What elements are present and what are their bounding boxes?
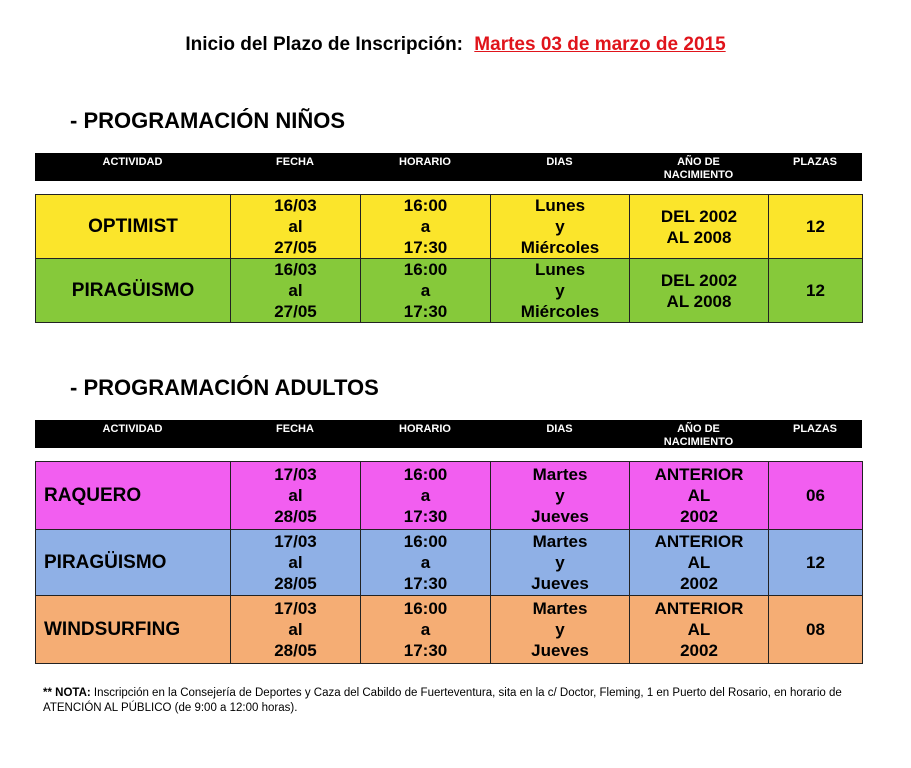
registration-start-line — [0, 34, 911, 56]
date-cell: 16/03 al 27/05 — [231, 259, 361, 323]
activity-cell: PIRAGÜISMO — [36, 530, 231, 596]
registration-start-date: Martes 03 de marzo de 2015 — [474, 34, 726, 55]
birth-year-cell: DEL 2002 AL 2008 — [630, 195, 769, 259]
section-title-adultos: - PROGRAMACIÓN ADULTOS — [70, 375, 379, 400]
places-cell: 08 — [769, 596, 863, 664]
days-cell: Lunes y Miércoles — [491, 259, 630, 323]
time-cell: 16:00 a 17:30 — [361, 530, 491, 596]
col-horario: HORARIO — [399, 423, 451, 435]
days-cell: Martes y Jueves — [491, 462, 630, 530]
col-fecha: FECHA — [276, 156, 314, 168]
table-ninos — [35, 194, 863, 323]
birth-year-cell: DEL 2002 AL 2008 — [630, 259, 769, 323]
col-fecha: FECHA — [276, 423, 314, 435]
col-dias: DIAS — [546, 156, 573, 168]
time-cell: 16:00 a 17:30 — [361, 596, 491, 664]
time-cell: 16:00 a 17:30 — [361, 195, 491, 259]
col-nacimiento: AÑO DE NACIMIENTO — [663, 423, 734, 448]
days-cell: Martes y Jueves — [491, 596, 630, 664]
table-header-ninos — [35, 153, 862, 181]
birth-year-cell: ANTERIOR AL 2002 — [630, 596, 769, 664]
table-adultos — [35, 461, 863, 664]
table-row — [36, 259, 863, 323]
col-dias: DIAS — [546, 423, 573, 435]
birth-year-cell: ANTERIOR AL 2002 — [630, 530, 769, 596]
activity-cell: PIRAGÜISMO — [36, 259, 231, 323]
date-cell: 16/03 al 27/05 — [231, 195, 361, 259]
date-cell: 17/03 al 28/05 — [231, 530, 361, 596]
places-cell: 12 — [769, 530, 863, 596]
places-cell: 12 — [769, 259, 863, 323]
places-cell: 06 — [769, 462, 863, 530]
activity-cell: RAQUERO — [36, 462, 231, 530]
activity-cell: OPTIMIST — [36, 195, 231, 259]
footer-note — [43, 686, 873, 716]
birth-year-cell: ANTERIOR AL 2002 — [630, 462, 769, 530]
section-title-ninos: - PROGRAMACIÓN NIÑOS — [70, 108, 345, 133]
days-cell: Lunes y Miércoles — [491, 195, 630, 259]
col-nacimiento: AÑO DE NACIMIENTO — [663, 156, 734, 181]
col-actividad: ACTIVIDAD — [102, 423, 163, 435]
registration-start-label: Inicio del Plazo de Inscripción: — [185, 34, 464, 55]
col-plazas: PLAZAS — [793, 156, 837, 168]
places-cell: 12 — [769, 195, 863, 259]
activity-cell: WINDSURFING — [36, 596, 231, 664]
col-plazas: PLAZAS — [793, 423, 837, 435]
col-horario: HORARIO — [399, 156, 451, 168]
days-cell: Martes y Jueves — [491, 530, 630, 596]
time-cell: 16:00 a 17:30 — [361, 462, 491, 530]
note-text: Inscripción en la Consejería de Deportes y Caza del Cabildo de Fuerteventura, sita en la c/ Doctor, Fleming, 1 en Puerto del Rosario, en horario de ATENCIÓN AL PÚBLICO (de 9:00 a 12:00 horas). — [43, 687, 842, 714]
table-row — [36, 195, 863, 259]
col-actividad: ACTIVIDAD — [102, 156, 163, 168]
table-header-adultos — [35, 420, 862, 448]
time-cell: 16:00 a 17:30 — [361, 259, 491, 323]
table-row — [36, 530, 863, 596]
table-row — [36, 462, 863, 530]
note-prefix: ** NOTA: — [43, 687, 91, 699]
date-cell: 17/03 al 28/05 — [231, 462, 361, 530]
date-cell: 17/03 al 28/05 — [231, 596, 361, 664]
table-row — [36, 596, 863, 664]
